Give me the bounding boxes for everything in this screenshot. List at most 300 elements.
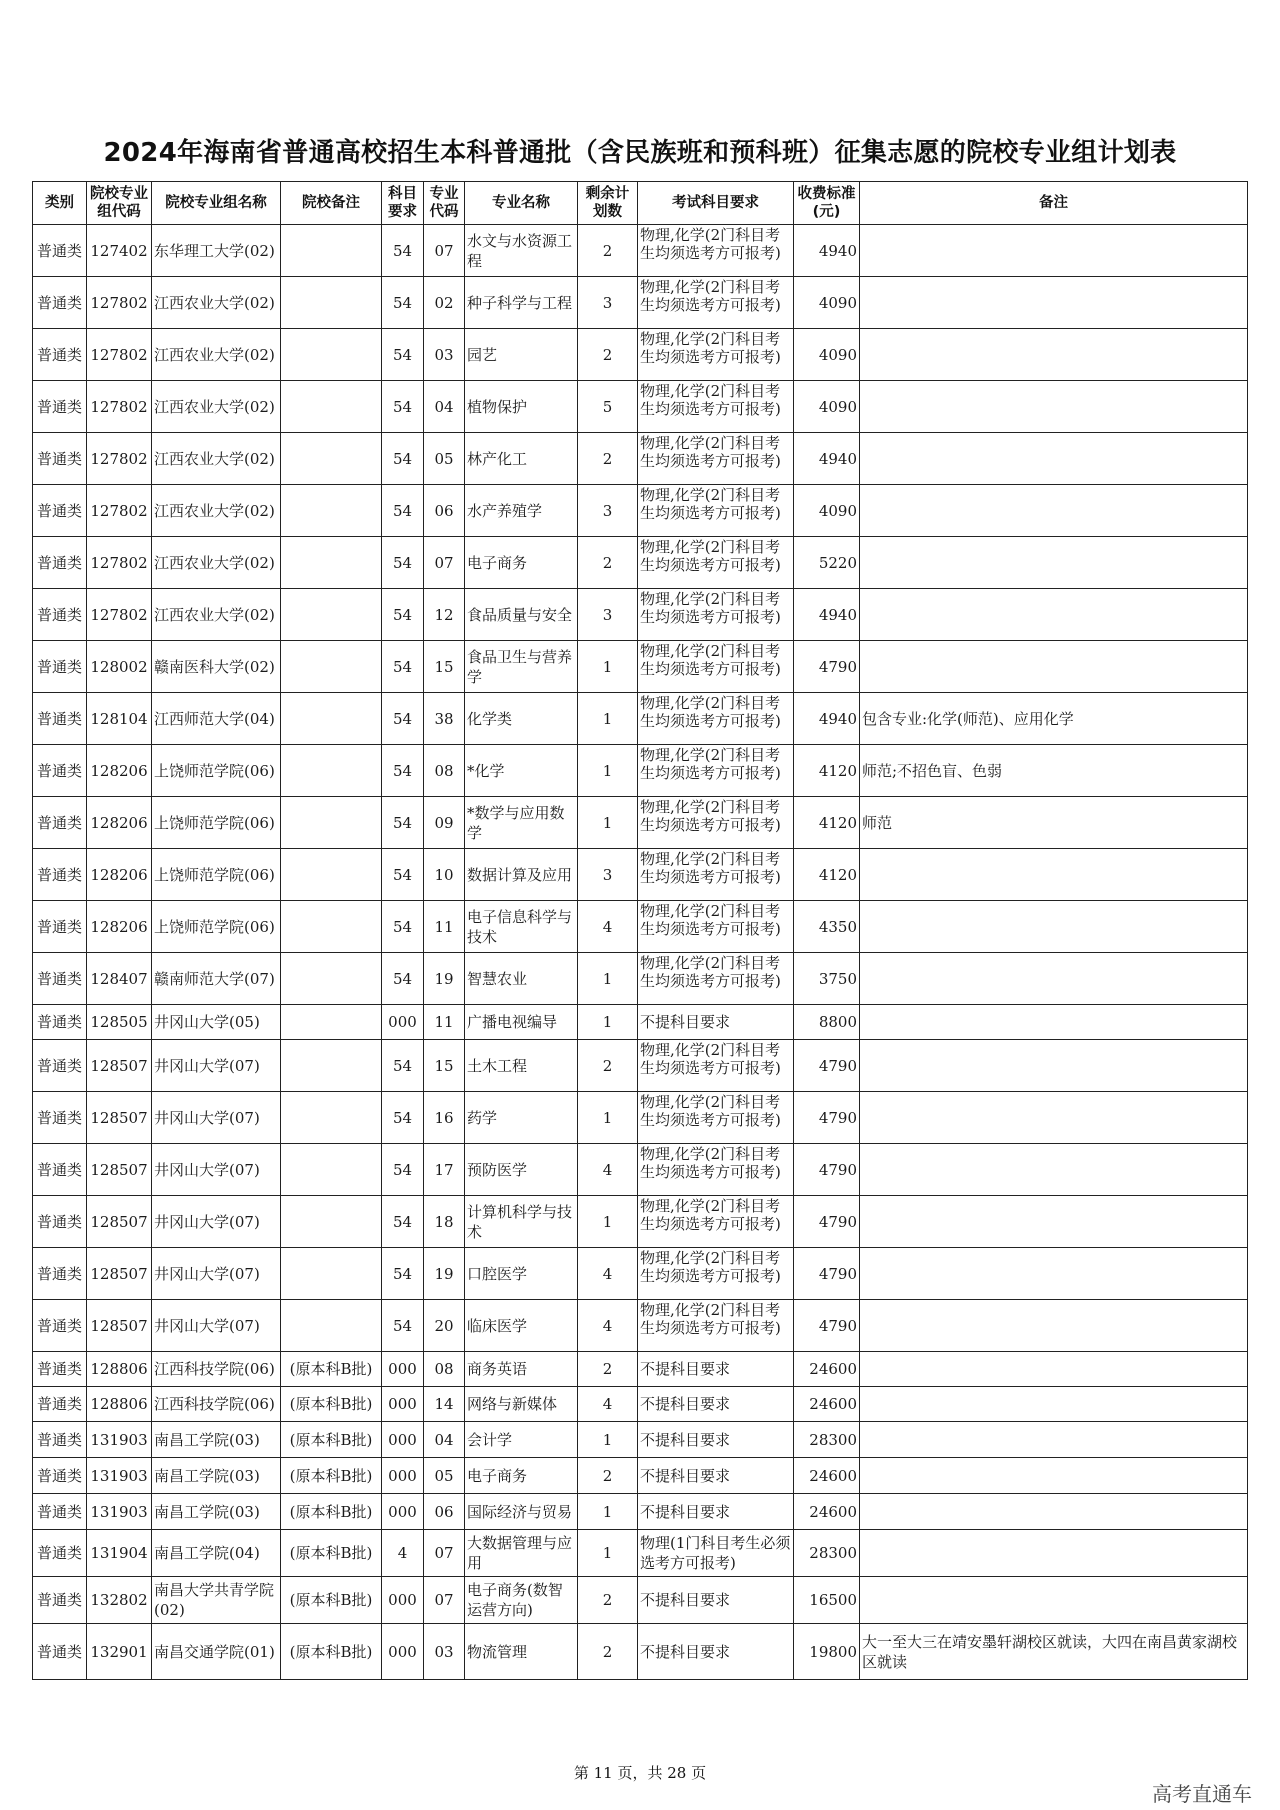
school-note-cell <box>281 901 382 953</box>
subject-req-cell: 000 <box>382 1422 424 1458</box>
major-code-cell: 08 <box>424 1352 465 1387</box>
major-name-cell: 电子商务 <box>465 537 578 589</box>
group-code-cell: 127802 <box>87 277 152 329</box>
exam-subject-text: 物理,化学(2门科目考生均须选考方可报考) <box>640 850 781 886</box>
exam-subject-text: 物理,化学(2门科目考生均须选考方可报考) <box>640 1249 781 1285</box>
table-row <box>33 485 1248 537</box>
major-name-cell: *化学 <box>465 745 578 797</box>
category-cell: 普通类 <box>33 849 87 901</box>
group-code-cell: 127802 <box>87 329 152 381</box>
group-code-cell: 128407 <box>87 953 152 1005</box>
exam-subject-cell <box>638 381 794 433</box>
table-row <box>33 953 1248 1005</box>
remark-cell <box>860 849 1248 901</box>
group-name-cell: 南昌工学院(03) <box>152 1494 281 1530</box>
group-name-cell: 江西农业大学(02) <box>152 589 281 641</box>
exam-subject-cell: 不提科目要求 <box>638 1577 794 1624</box>
exam-subject-cell <box>638 641 794 693</box>
category-cell: 普通类 <box>33 277 87 329</box>
exam-subject-text: 物理,化学(2门科目考生均须选考方可报考) <box>640 694 781 730</box>
remaining-plan-cell: 2 <box>578 225 638 277</box>
fee-cell: 4090 <box>794 329 860 381</box>
major-name-cell: 数据计算及应用 <box>465 849 578 901</box>
fee-cell: 4940 <box>794 225 860 277</box>
major-name-cell: 植物保护 <box>465 381 578 433</box>
subject-req-cell: 54 <box>382 745 424 797</box>
table-row <box>33 1144 1248 1196</box>
group-name-cell: 江西农业大学(02) <box>152 277 281 329</box>
remaining-plan-cell: 2 <box>578 1458 638 1494</box>
fee-cell: 24600 <box>794 1352 860 1387</box>
major-name-cell: 计算机科学与技术 <box>465 1196 578 1248</box>
group-name-cell: 江西农业大学(02) <box>152 381 281 433</box>
school-note-cell <box>281 277 382 329</box>
group-code-cell: 128507 <box>87 1040 152 1092</box>
major-name-cell: 电子信息科学与技术 <box>465 901 578 953</box>
exam-subject-text: 物理,化学(2门科目考生均须选考方可报考) <box>640 1145 781 1181</box>
fee-cell: 28300 <box>794 1530 860 1577</box>
remaining-plan-cell: 2 <box>578 329 638 381</box>
major-code-cell: 09 <box>424 797 465 849</box>
category-cell: 普通类 <box>33 797 87 849</box>
exam-subject-cell: 不提科目要求 <box>638 1624 794 1680</box>
major-code-cell: 14 <box>424 1387 465 1422</box>
exam-subject-cell <box>638 1144 794 1196</box>
group-code-cell: 128206 <box>87 901 152 953</box>
exam-subject-cell <box>638 329 794 381</box>
major-name-cell: 会计学 <box>465 1422 578 1458</box>
group-code-cell: 128507 <box>87 1248 152 1300</box>
major-code-cell: 03 <box>424 1624 465 1680</box>
category-cell: 普通类 <box>33 1494 87 1530</box>
fee-cell: 3750 <box>794 953 860 1005</box>
exam-subject-cell <box>638 485 794 537</box>
header-cell: 科目要求 <box>382 182 424 225</box>
remaining-plan-cell: 1 <box>578 693 638 745</box>
major-code-cell: 03 <box>424 329 465 381</box>
subject-req-cell: 000 <box>382 1624 424 1680</box>
exam-subject-cell: 不提科目要求 <box>638 1352 794 1387</box>
major-name-cell: 商务英语 <box>465 1352 578 1387</box>
school-note-cell: (原本科B批) <box>281 1422 382 1458</box>
remaining-plan-cell: 3 <box>578 589 638 641</box>
remark-cell <box>860 1494 1248 1530</box>
category-cell: 普通类 <box>33 329 87 381</box>
exam-subject-cell <box>638 1040 794 1092</box>
major-code-cell: 07 <box>424 537 465 589</box>
remark-cell <box>860 329 1248 381</box>
table-row <box>33 329 1248 381</box>
exam-subject-cell <box>638 1248 794 1300</box>
category-cell: 普通类 <box>33 1577 87 1624</box>
exam-subject-text: 物理,化学(2门科目考生均须选考方可报考) <box>640 538 781 574</box>
school-note-cell <box>281 433 382 485</box>
major-code-cell: 19 <box>424 953 465 1005</box>
school-note-cell: (原本科B批) <box>281 1387 382 1422</box>
group-code-cell: 131903 <box>87 1422 152 1458</box>
major-code-cell: 07 <box>424 1530 465 1577</box>
group-name-cell: 井冈山大学(05) <box>152 1005 281 1040</box>
major-code-cell: 38 <box>424 693 465 745</box>
major-name-cell: 水产养殖学 <box>465 485 578 537</box>
header-cell: 院校专业组代码 <box>87 182 152 225</box>
major-code-cell: 07 <box>424 1577 465 1624</box>
remark-cell <box>860 1300 1248 1352</box>
major-code-cell: 15 <box>424 641 465 693</box>
table-row <box>33 1577 1248 1624</box>
category-cell: 普通类 <box>33 1144 87 1196</box>
table-row <box>33 641 1248 693</box>
group-name-cell: 江西农业大学(02) <box>152 329 281 381</box>
major-name-cell: 林产化工 <box>465 433 578 485</box>
category-cell: 普通类 <box>33 1040 87 1092</box>
table-row <box>33 693 1248 745</box>
group-code-cell: 128206 <box>87 849 152 901</box>
header-cell: 收费标准(元) <box>794 182 860 225</box>
page-title: 2024年海南省普通高校招生本科普通批（含民族班和预科班）征集志愿的院校专业组计划表 <box>103 138 1177 168</box>
fee-cell: 4790 <box>794 1196 860 1248</box>
table-row <box>33 537 1248 589</box>
group-code-cell: 128507 <box>87 1144 152 1196</box>
major-name-cell: 食品卫生与营养学 <box>465 641 578 693</box>
exam-subject-cell: 物理(1门科目考生必须选考方可报考) <box>638 1530 794 1577</box>
subject-req-cell: 54 <box>382 589 424 641</box>
table-row <box>33 1387 1248 1422</box>
group-code-cell: 128206 <box>87 745 152 797</box>
remark-cell <box>860 225 1248 277</box>
category-cell: 普通类 <box>33 1300 87 1352</box>
fee-cell: 4350 <box>794 901 860 953</box>
exam-subject-text: 物理,化学(2门科目考生均须选考方可报考) <box>640 330 781 366</box>
group-code-cell: 128507 <box>87 1300 152 1352</box>
table-row <box>33 277 1248 329</box>
exam-subject-text: 物理,化学(2门科目考生均须选考方可报考) <box>640 1041 781 1077</box>
remark-cell <box>860 1352 1248 1387</box>
exam-subject-cell <box>638 277 794 329</box>
major-name-cell: 口腔医学 <box>465 1248 578 1300</box>
fee-cell: 4940 <box>794 693 860 745</box>
remark-cell <box>860 1530 1248 1577</box>
table-row <box>33 1196 1248 1248</box>
remaining-plan-cell: 4 <box>578 1387 638 1422</box>
major-name-cell: 广播电视编导 <box>465 1005 578 1040</box>
fee-cell: 19800 <box>794 1624 860 1680</box>
group-name-cell: 赣南医科大学(02) <box>152 641 281 693</box>
group-name-cell: 井冈山大学(07) <box>152 1248 281 1300</box>
exam-subject-cell: 不提科目要求 <box>638 1458 794 1494</box>
category-cell: 普通类 <box>33 1458 87 1494</box>
table-row <box>33 1005 1248 1040</box>
group-code-cell: 127802 <box>87 381 152 433</box>
exam-subject-text: 物理,化学(2门科目考生均须选考方可报考) <box>640 434 781 470</box>
table-header-row <box>33 182 1248 225</box>
remaining-plan-cell: 3 <box>578 849 638 901</box>
exam-subject-text: 物理,化学(2门科目考生均须选考方可报考) <box>640 1301 781 1337</box>
remark-cell <box>860 1422 1248 1458</box>
exam-subject-text: 物理,化学(2门科目考生均须选考方可报考) <box>640 954 781 990</box>
subject-req-cell: 54 <box>382 1144 424 1196</box>
remark-cell <box>860 1248 1248 1300</box>
remark-cell <box>860 433 1248 485</box>
fee-cell: 4790 <box>794 641 860 693</box>
exam-subject-cell: 不提科目要求 <box>638 1387 794 1422</box>
remark-cell <box>860 1144 1248 1196</box>
table-row <box>33 1458 1248 1494</box>
major-name-cell: 化学类 <box>465 693 578 745</box>
fee-cell: 4790 <box>794 1092 860 1144</box>
major-name-cell: 电子商务(数智运营方向) <box>465 1577 578 1624</box>
fee-cell: 24600 <box>794 1458 860 1494</box>
table-row <box>33 1248 1248 1300</box>
remark-cell <box>860 1040 1248 1092</box>
school-note-cell: (原本科B批) <box>281 1494 382 1530</box>
group-code-cell: 127802 <box>87 485 152 537</box>
remaining-plan-cell: 1 <box>578 797 638 849</box>
group-name-cell: 江西科技学院(06) <box>152 1387 281 1422</box>
remark-cell <box>860 901 1248 953</box>
table-row <box>33 1624 1248 1680</box>
fee-cell: 4090 <box>794 381 860 433</box>
group-name-cell: 上饶师范学院(06) <box>152 797 281 849</box>
exam-subject-text: 物理,化学(2门科目考生均须选考方可报考) <box>640 486 781 522</box>
group-name-cell: 江西农业大学(02) <box>152 433 281 485</box>
remark-cell: 师范;不招色盲、色弱 <box>860 745 1248 797</box>
category-cell: 普通类 <box>33 953 87 1005</box>
group-name-cell: 江西农业大学(02) <box>152 485 281 537</box>
school-note-cell <box>281 329 382 381</box>
table-row <box>33 797 1248 849</box>
table-row <box>33 1530 1248 1577</box>
subject-req-cell: 000 <box>382 1352 424 1387</box>
remark-cell <box>860 589 1248 641</box>
category-cell: 普通类 <box>33 1530 87 1577</box>
subject-req-cell: 000 <box>382 1458 424 1494</box>
major-code-cell: 05 <box>424 1458 465 1494</box>
school-note-cell <box>281 485 382 537</box>
fee-cell: 4790 <box>794 1144 860 1196</box>
remark-cell <box>860 1196 1248 1248</box>
table-row <box>33 589 1248 641</box>
header-cell: 备注 <box>860 182 1248 225</box>
subject-req-cell: 54 <box>382 329 424 381</box>
fee-cell: 8800 <box>794 1005 860 1040</box>
subject-req-cell: 54 <box>382 1248 424 1300</box>
school-note-cell <box>281 1144 382 1196</box>
watermark: 高考直通车 <box>1152 1782 1252 1806</box>
group-code-cell: 128206 <box>87 797 152 849</box>
category-cell: 普通类 <box>33 1422 87 1458</box>
remark-cell: 师范 <box>860 797 1248 849</box>
remaining-plan-cell: 1 <box>578 1005 638 1040</box>
group-code-cell: 132901 <box>87 1624 152 1680</box>
exam-subject-text: 物理,化学(2门科目考生均须选考方可报考) <box>640 1197 781 1233</box>
table-row <box>33 225 1248 277</box>
exam-subject-cell <box>638 225 794 277</box>
fee-cell: 5220 <box>794 537 860 589</box>
group-code-cell: 131903 <box>87 1458 152 1494</box>
school-note-cell: (原本科B批) <box>281 1577 382 1624</box>
exam-subject-cell: 不提科目要求 <box>638 1422 794 1458</box>
category-cell: 普通类 <box>33 1092 87 1144</box>
category-cell: 普通类 <box>33 381 87 433</box>
major-name-cell: 大数据管理与应用 <box>465 1530 578 1577</box>
exam-subject-cell <box>638 953 794 1005</box>
header-cell: 剩余计划数 <box>578 182 638 225</box>
school-note-cell <box>281 1300 382 1352</box>
school-note-cell: (原本科B批) <box>281 1458 382 1494</box>
group-name-cell: 井冈山大学(07) <box>152 1300 281 1352</box>
major-code-cell: 04 <box>424 1422 465 1458</box>
subject-req-cell: 000 <box>382 1387 424 1422</box>
subject-req-cell: 4 <box>382 1530 424 1577</box>
category-cell: 普通类 <box>33 1196 87 1248</box>
remark-cell <box>860 381 1248 433</box>
group-code-cell: 127402 <box>87 225 152 277</box>
exam-subject-cell <box>638 693 794 745</box>
exam-subject-cell <box>638 901 794 953</box>
remark-cell <box>860 1387 1248 1422</box>
group-code-cell: 128104 <box>87 693 152 745</box>
category-cell: 普通类 <box>33 901 87 953</box>
fee-cell: 4790 <box>794 1300 860 1352</box>
school-note-cell <box>281 1196 382 1248</box>
exam-subject-text: 物理,化学(2门科目考生均须选考方可报考) <box>640 226 781 262</box>
fee-cell: 4790 <box>794 1040 860 1092</box>
category-cell: 普通类 <box>33 1352 87 1387</box>
exam-subject-cell: 不提科目要求 <box>638 1005 794 1040</box>
category-cell: 普通类 <box>33 1248 87 1300</box>
subject-req-cell: 54 <box>382 1040 424 1092</box>
category-cell: 普通类 <box>33 537 87 589</box>
group-name-cell: 南昌工学院(04) <box>152 1530 281 1577</box>
group-name-cell: 南昌交通学院(01) <box>152 1624 281 1680</box>
subject-req-cell: 54 <box>382 849 424 901</box>
school-note-cell <box>281 1005 382 1040</box>
subject-req-cell: 54 <box>382 953 424 1005</box>
major-name-cell: 食品质量与安全 <box>465 589 578 641</box>
remark-cell <box>860 1005 1248 1040</box>
major-code-cell: 02 <box>424 277 465 329</box>
fee-cell: 16500 <box>794 1577 860 1624</box>
group-code-cell: 127802 <box>87 433 152 485</box>
exam-subject-cell <box>638 1092 794 1144</box>
remark-cell <box>860 485 1248 537</box>
group-code-cell: 131904 <box>87 1530 152 1577</box>
remaining-plan-cell: 2 <box>578 1577 638 1624</box>
major-name-cell: 智慧农业 <box>465 953 578 1005</box>
remaining-plan-cell: 2 <box>578 1624 638 1680</box>
category-cell: 普通类 <box>33 1005 87 1040</box>
school-note-cell <box>281 225 382 277</box>
subject-req-cell: 000 <box>382 1494 424 1530</box>
major-name-cell: 网络与新媒体 <box>465 1387 578 1422</box>
major-code-cell: 08 <box>424 745 465 797</box>
school-note-cell <box>281 693 382 745</box>
remaining-plan-cell: 1 <box>578 641 638 693</box>
subject-req-cell: 54 <box>382 641 424 693</box>
major-name-cell: 土木工程 <box>465 1040 578 1092</box>
fee-cell: 4090 <box>794 485 860 537</box>
fee-cell: 24600 <box>794 1494 860 1530</box>
subject-req-cell: 54 <box>382 225 424 277</box>
fee-cell: 4090 <box>794 277 860 329</box>
group-code-cell: 131903 <box>87 1494 152 1530</box>
group-name-cell: 东华理工大学(02) <box>152 225 281 277</box>
table-row <box>33 1422 1248 1458</box>
remaining-plan-cell: 1 <box>578 1494 638 1530</box>
exam-subject-text: 物理,化学(2门科目考生均须选考方可报考) <box>640 902 781 938</box>
school-note-cell <box>281 1248 382 1300</box>
major-code-cell: 07 <box>424 225 465 277</box>
subject-req-cell: 000 <box>382 1005 424 1040</box>
header-cell: 专业代码 <box>424 182 465 225</box>
school-note-cell <box>281 641 382 693</box>
subject-req-cell: 54 <box>382 485 424 537</box>
group-name-cell: 上饶师范学院(06) <box>152 849 281 901</box>
remaining-plan-cell: 3 <box>578 277 638 329</box>
exam-subject-cell <box>638 537 794 589</box>
table-row <box>33 1300 1248 1352</box>
table-row <box>33 1352 1248 1387</box>
remaining-plan-cell: 2 <box>578 433 638 485</box>
major-name-cell: 预防医学 <box>465 1144 578 1196</box>
header-cell: 院校备注 <box>281 182 382 225</box>
exam-subject-cell <box>638 1300 794 1352</box>
fee-cell: 4940 <box>794 589 860 641</box>
remaining-plan-cell: 1 <box>578 1422 638 1458</box>
exam-subject-cell <box>638 589 794 641</box>
group-code-cell: 132802 <box>87 1577 152 1624</box>
group-name-cell: 江西师范大学(04) <box>152 693 281 745</box>
school-note-cell: (原本科B批) <box>281 1530 382 1577</box>
subject-req-cell: 54 <box>382 277 424 329</box>
remaining-plan-cell: 1 <box>578 953 638 1005</box>
major-code-cell: 04 <box>424 381 465 433</box>
fee-cell: 4940 <box>794 433 860 485</box>
group-code-cell: 128806 <box>87 1387 152 1422</box>
header-cell: 类别 <box>33 182 87 225</box>
header-cell: 院校专业组名称 <box>152 182 281 225</box>
page-number: 第 11 页，共 28 页 <box>573 1764 707 1782</box>
remark-cell <box>860 537 1248 589</box>
subject-req-cell: 54 <box>382 1092 424 1144</box>
school-note-cell <box>281 745 382 797</box>
exam-subject-text: 物理,化学(2门科目考生均须选考方可报考) <box>640 746 781 782</box>
school-note-cell <box>281 797 382 849</box>
exam-subject-cell <box>638 797 794 849</box>
remaining-plan-cell: 1 <box>578 1530 638 1577</box>
subject-req-cell: 54 <box>382 797 424 849</box>
category-cell: 普通类 <box>33 225 87 277</box>
group-name-cell: 井冈山大学(07) <box>152 1040 281 1092</box>
remaining-plan-cell: 4 <box>578 1300 638 1352</box>
remark-cell <box>860 1577 1248 1624</box>
table-row <box>33 1494 1248 1530</box>
fee-cell: 4120 <box>794 745 860 797</box>
remaining-plan-cell: 4 <box>578 1248 638 1300</box>
group-name-cell: 上饶师范学院(06) <box>152 901 281 953</box>
table-row <box>33 381 1248 433</box>
category-cell: 普通类 <box>33 1387 87 1422</box>
remark-cell <box>860 641 1248 693</box>
major-code-cell: 18 <box>424 1196 465 1248</box>
category-cell: 普通类 <box>33 1624 87 1680</box>
school-note-cell <box>281 381 382 433</box>
category-cell: 普通类 <box>33 485 87 537</box>
school-note-cell <box>281 1040 382 1092</box>
remaining-plan-cell: 2 <box>578 1040 638 1092</box>
remark-cell: 大一至大三在靖安墨轩湖校区就读，大四在南昌黄家湖校区就读 <box>860 1624 1248 1680</box>
